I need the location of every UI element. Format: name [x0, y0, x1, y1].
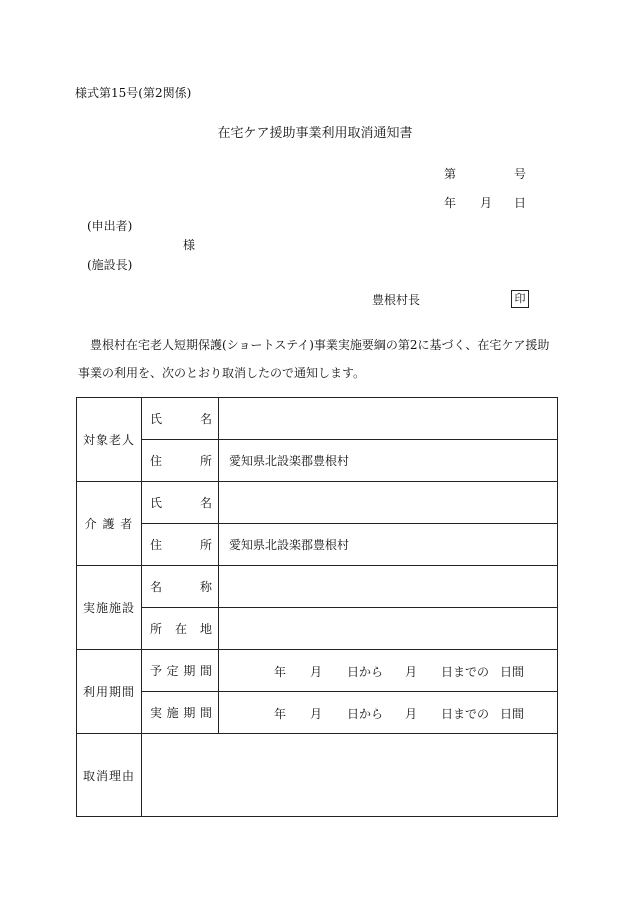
facility-location-field[interactable]: [219, 608, 558, 650]
facility-category: 実施施設: [77, 566, 142, 650]
honorific: 様: [183, 238, 196, 252]
planned-period-field[interactable]: [219, 650, 558, 692]
table-row: [77, 482, 558, 524]
form-number: 様式第15号(第2関係): [75, 86, 192, 100]
table-row: [77, 524, 558, 566]
actual-period-label: 実 施 期 間: [142, 692, 219, 734]
planned-until: 日までの: [441, 665, 490, 679]
actual-days: 日間: [500, 707, 525, 721]
period-category: 利用期間: [77, 650, 142, 734]
facility-head-label: (施設長): [87, 258, 133, 272]
table-row: [77, 566, 558, 608]
applicant-label: (申出者): [87, 219, 133, 233]
number-unit: 号: [514, 167, 527, 181]
date-year: 年: [444, 196, 457, 210]
notice-body-line1: 豊根村在宅老人短期保護(ショートステイ)事業実施要綱の第2に基づく、在宅ケア援助: [90, 338, 550, 352]
planned-from: 日から: [347, 665, 384, 679]
caregiver-address-field[interactable]: 愛知県北設楽郡豊根村: [219, 524, 558, 566]
caregiver-category: 介 護 者: [77, 482, 142, 566]
actual-year: 年: [274, 707, 287, 721]
subject-category: 対象老人: [77, 398, 142, 482]
table-row: [77, 440, 558, 482]
date-month: 月: [480, 196, 493, 210]
subject-name-field[interactable]: [219, 398, 558, 440]
document-title: 在宅ケア援助事業利用取消通知書: [217, 126, 413, 141]
caregiver-name-label: 氏 名: [142, 482, 219, 524]
reason-category: 取消理由: [77, 734, 142, 817]
notice-body-line2: 事業の利用を、次のとおり取消したので通知します。: [78, 366, 366, 380]
planned-days: 日間: [500, 665, 525, 679]
table-row: [77, 734, 558, 817]
planned-year: 年: [274, 665, 287, 679]
actual-period-field[interactable]: [219, 692, 558, 734]
caregiver-name-field[interactable]: [219, 482, 558, 524]
planned-month2: 月: [405, 665, 418, 679]
actual-month: 月: [310, 707, 323, 721]
table-row: [77, 608, 558, 650]
planned-month: 月: [310, 665, 323, 679]
notice-body: [78, 331, 558, 387]
caregiver-address-label: 住 所: [142, 524, 219, 566]
date-day: 日: [514, 196, 527, 210]
actual-until: 日までの: [441, 707, 490, 721]
reason-field[interactable]: [142, 734, 558, 817]
actual-from: 日から: [347, 707, 384, 721]
facility-location-label: 所 在 地: [142, 608, 219, 650]
actual-month2: 月: [405, 707, 418, 721]
facility-name-field[interactable]: [219, 566, 558, 608]
table-row: [77, 398, 558, 440]
table-row: [77, 692, 558, 734]
subject-address-field[interactable]: 愛知県北設楽郡豊根村: [219, 440, 558, 482]
table-row: [77, 650, 558, 692]
seal-mark: 印: [511, 290, 529, 308]
issuer-name: 豊根村長: [372, 293, 421, 307]
subject-name-label: 氏 名: [142, 398, 219, 440]
facility-name-label: 名 称: [142, 566, 219, 608]
planned-period-label: 予 定 期 間: [142, 650, 219, 692]
details-table: [76, 397, 558, 817]
subject-address-label: 住 所: [142, 440, 219, 482]
number-label: 第: [444, 167, 457, 181]
